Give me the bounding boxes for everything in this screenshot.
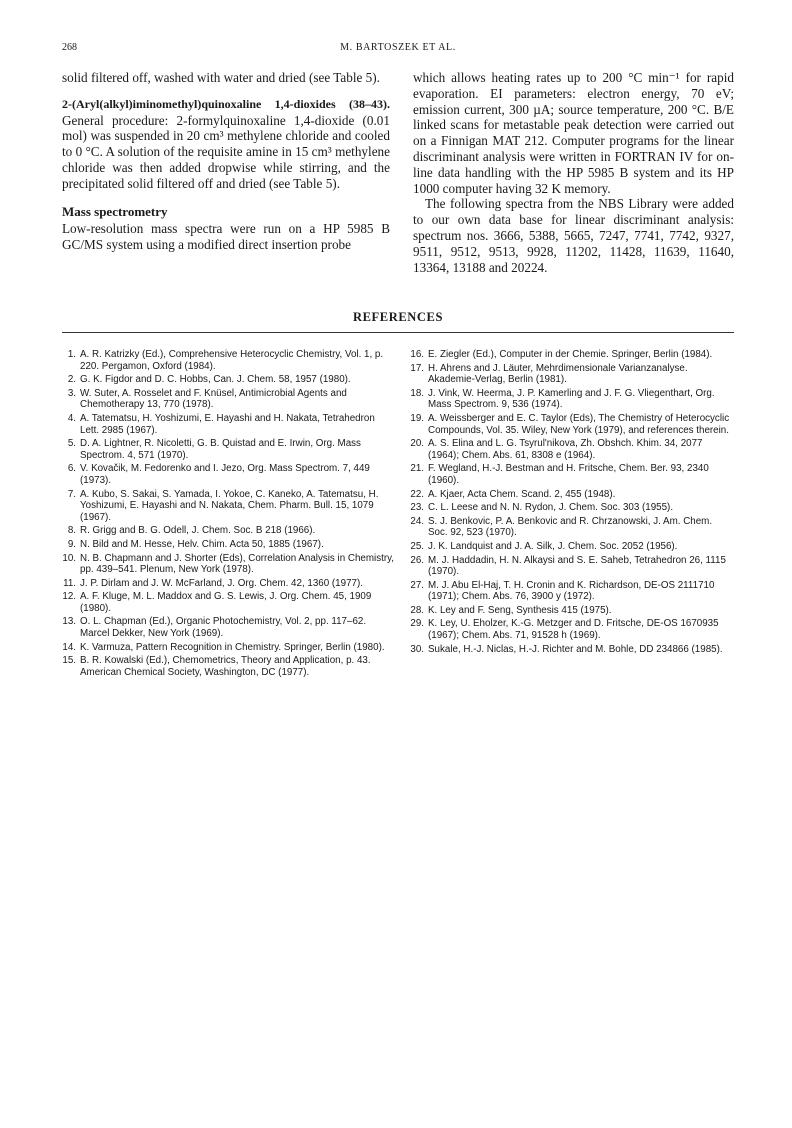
reference-item (410, 618, 734, 641)
reference-number: 10. (62, 552, 76, 564)
reference-item (410, 555, 734, 578)
reference-item (62, 438, 394, 461)
reference-number: 22. (410, 488, 424, 500)
reference-text: F. Wegland, H.-J. Bestman and H. Fritsche, Chem. Ber. 93, 2340 (1960). (428, 463, 709, 486)
reference-number: 6. (67, 463, 76, 475)
reference-number: 3. (67, 387, 76, 399)
reference-text: A. Kjaer, Acta Chem. Scand. 2, 455 (1948). (428, 488, 616, 500)
reference-item (410, 363, 734, 386)
reference-text: J. K. Landquist and J. A. Silk, J. Chem. Soc. 2052 (1956). (428, 540, 678, 552)
reference-number: 18. (410, 387, 424, 399)
reference-text: N. B. Chapmann and J. Shorter (Eds), Correlation Analysis in Chemistry, pp. 439–541. Plenum, New York (1978). (80, 552, 394, 576)
reference-text: M. J. Haddadin, H. N. Alkaysi and S. E. Saheb, Tetrahedron 26, 1115 (1970). (428, 554, 726, 578)
reference-number: 9. (67, 538, 76, 550)
paragraph: Low-resolution mass spectra were run on a HP 5985 B GC/MS system using a modified direct insertion probe (62, 221, 390, 253)
reference-number: 24. (410, 515, 424, 527)
reference-item (62, 349, 394, 372)
reference-text: V. Kovačik, M. Fedorenko and I. Jezo, Org. Mass Spectrom. 7, 449 (1973). (80, 463, 370, 486)
reference-item (62, 374, 394, 386)
paragraph: solid filtered off, washed with water and dried (see Table 5). (62, 70, 380, 85)
reference-number: 4. (67, 412, 76, 424)
reference-item (410, 644, 734, 656)
reference-item (62, 489, 394, 524)
reference-number: 1. (67, 349, 76, 360)
right-column (413, 70, 734, 275)
reference-text: A. Tatematsu, H. Yoshizumi, E. Hayashi and H. Nakata, Tetrahedron Lett. 2985 (1967). (80, 412, 375, 436)
procedure-heading: 2-(Aryl(alkyl)iminomethyl)quinoxaline 1,4-dioxides (38–43). (62, 96, 390, 111)
references-left-column (62, 349, 394, 680)
reference-text: H. Ahrens and J. Läuter, Mehrdimensionale Varianzanalyse. Akademie-Verlag, Berlin (1981). (428, 362, 688, 386)
reference-number: 15. (62, 655, 76, 667)
reference-item (410, 502, 734, 514)
reference-text: A. F. Kluge, M. L. Maddox and G. S. Lewis, J. Org. Chem. 45, 1909 (1980). (80, 591, 372, 614)
reference-number: 8. (67, 525, 76, 537)
reference-item (410, 349, 734, 361)
reference-text: K. Ley, U. Eholzer, K.-G. Metzger and D. Fritsche, DE-OS 1670935 (1967); Chem. Abs. 71, 91528 h (1969). (428, 618, 719, 642)
reference-text: A. R. Katrizky (Ed.), Comprehensive Heterocyclic Chemistry, Vol. 1, p. 220. Pergamon, Oxford (1984). (80, 349, 384, 372)
reference-text: E. Ziegler (Ed.), Computer in der Chemie. Springer, Berlin (1984). (428, 349, 713, 360)
reference-number: 30. (410, 643, 424, 655)
divider-rule (62, 332, 734, 333)
reference-item (62, 591, 394, 614)
reference-item (410, 605, 734, 617)
reference-item (62, 463, 394, 486)
reference-item (410, 413, 734, 436)
reference-item (410, 489, 734, 501)
reference-item (62, 525, 394, 537)
running-head (62, 42, 734, 58)
reference-number: 16. (410, 349, 424, 360)
reference-text: A. Weissberger and E. C. Taylor (Eds), The Chemistry of Heterocyclic Compounds, Vol. 35. Wiley, New York (1979), and references therein. (428, 412, 730, 436)
reference-item (62, 388, 394, 411)
reference-text: C. L. Leese and N. N. Rydon, J. Chem. Soc. 303 (1955). (428, 502, 674, 514)
reference-text: Sukale, H.-J. Niclas, H.-J. Richter and M. Bohle, DD 234866 (1985). (428, 643, 723, 655)
reference-item (62, 553, 394, 576)
section-heading: Mass spectrometry (62, 203, 168, 219)
reference-text: A. Kubo, S. Sakai, S. Yamada, I. Yokoe, C. Kaneko, A. Tatematsu, H. Yoshizumi, E. Hayashi and N. Nakata, Chem. Pharm. Bull. 15, 1079 (1967). (80, 488, 379, 523)
reference-number: 29. (410, 618, 424, 630)
reference-number: 2. (67, 374, 76, 386)
reference-item (410, 541, 734, 553)
procedure-paragraph (62, 96, 390, 192)
page-number: 268 (62, 42, 77, 53)
reference-number: 12. (62, 591, 76, 603)
reference-text: A. S. Elina and L. G. Tsyrul'nikova, Zh. Obshch. Khim. 34, 2077 (1964); Chem. Abs. 61, 8308 e (1964). (428, 438, 703, 461)
reference-text: S. J. Benkovic, P. A. Benkovic and R. Chrzanowski, J. Am. Chem. Soc. 92, 523 (1970). (428, 515, 713, 539)
reference-text: J. P. Dirlam and J. W. McFarland, J. Org. Chem. 42, 1360 (1977). (80, 577, 363, 589)
reference-number: 28. (410, 604, 424, 616)
reference-text: K. Ley and F. Seng, Synthesis 415 (1975). (428, 604, 612, 616)
running-title: M. BARTOSZEK ET AL. (340, 42, 456, 53)
reference-item (410, 463, 734, 486)
reference-number: 27. (410, 579, 424, 591)
reference-number: 19. (410, 412, 424, 424)
reference-item (410, 516, 734, 539)
reference-item (62, 642, 394, 654)
left-column (62, 70, 390, 253)
reference-item (62, 616, 394, 639)
reference-number: 20. (410, 438, 424, 450)
reference-text: M. J. Abu El-Haj, T. H. Cronin and K. Richardson, DE-OS 2111710 (1971); Chem. Abs. 76, 3900 y (1972). (428, 579, 715, 603)
reference-text: D. A. Lightner, R. Nicoletti, G. B. Quistad and E. Irwin, Org. Mass Spectrom. 4, 571 (1970). (80, 438, 361, 461)
reference-item (62, 578, 394, 590)
reference-item (410, 388, 734, 411)
reference-text: N. Bild and M. Hesse, Helv. Chim. Acta 50, 1885 (1967). (80, 538, 324, 550)
reference-number: 11. (63, 577, 76, 589)
reference-item (62, 655, 394, 678)
reference-text: O. L. Chapman (Ed.), Organic Photochemistry, Vol. 2, pp. 117–62. Marcel Dekker, New York (1969). (80, 616, 367, 640)
reference-text: W. Suter, A. Rosselet and F. Knüsel, Antimicrobial Agents and Chemotherapy 13, 770 (1978). (80, 387, 347, 411)
reference-number: 5. (67, 438, 76, 450)
reference-number: 21. (410, 463, 424, 475)
paragraph: The following spectra from the NBS Library were added to our own data base for linear discriminant analysis: spectrum nos. 3666, 5388, 5665, 7247, 7741, 7742, 9327, 9511, 9512, 9513, 9928, 11202, 11428, 11639, 11640, 13364, 13188 and 20224. (413, 196, 734, 275)
reference-text: G. K. Figdor and D. C. Hobbs, Can. J. Chem. 58, 1957 (1980). (80, 374, 351, 386)
references-section (62, 308, 734, 678)
reference-text: B. R. Kowalski (Ed.), Chemometrics, Theory and Application, p. 43. American Chemical Society, Washington, DC (1977). (80, 655, 371, 678)
reference-number: 26. (410, 554, 424, 566)
reference-item (410, 438, 734, 461)
reference-number: 14. (62, 641, 76, 653)
reference-text: R. Grigg and B. G. Odell, J. Chem. Soc. B 218 (1966). (80, 525, 316, 537)
references-heading: REFERENCES (352, 310, 444, 324)
reference-number: 7. (67, 488, 76, 500)
reference-text: K. Varmuza, Pattern Recognition in Chemistry. Springer, Berlin (1980). (80, 641, 385, 653)
reference-item (62, 413, 394, 436)
reference-number: 13. (62, 616, 76, 628)
reference-item (62, 539, 394, 551)
references-right-column (410, 349, 734, 657)
reference-item (410, 580, 734, 603)
procedure-text: General procedure: 2-formylquinoxaline 1,4-dioxide (0.01 mol) was suspended in 20 cm³ methylene chloride and cooled to 0 °C. A solution of the requisite amine in 15 cm³ methylene chloride was then added dropwise while stirring, and the precipitated solid filtered off and dried (see Table 5). (62, 112, 390, 191)
paragraph: which allows heating rates up to 200 °C min⁻¹ for rapid evaporation. EI parameters: electron energy, 70 eV; emission current, 300 µA; source temperature, 200 °C. B/E linked scans for metastable peak detection were carried out on a Finnigan MAT 212. Computer programs for the linear discriminant analysis were written in FORTRAN IV for on-line data handling with the HP 5985 B system and its HP 1000 computer having 32 K memory. (413, 70, 734, 196)
reference-number: 23. (410, 502, 424, 514)
reference-number: 17. (410, 362, 424, 374)
reference-text: J. Vink, W. Heerma, J. P. Kamerling and J. F. G. Vliegenthart, Org. Mass Spectrom. 9, 536 (1974). (428, 387, 715, 411)
reference-number: 25. (410, 540, 424, 552)
